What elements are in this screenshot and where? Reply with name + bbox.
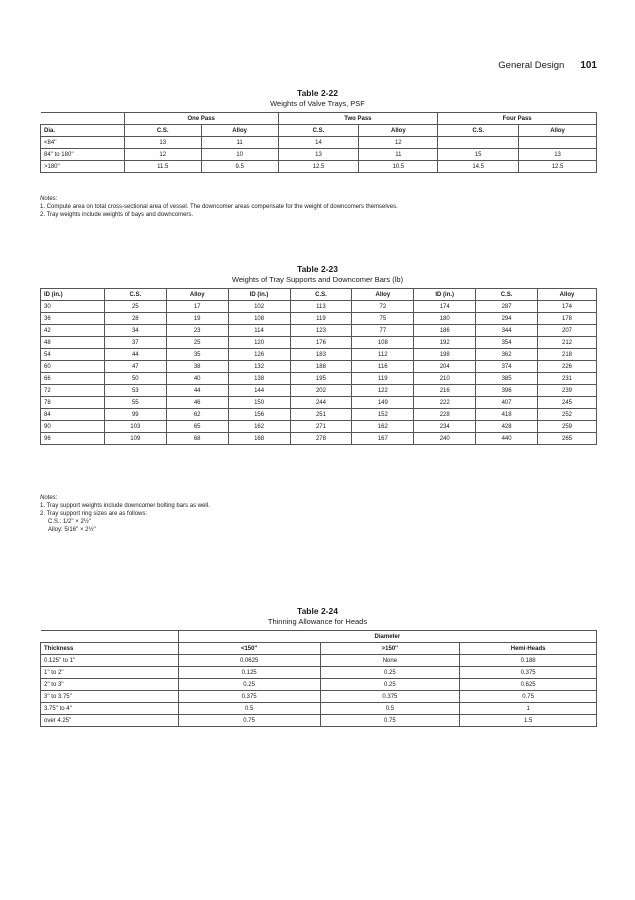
table-cell: 226	[538, 361, 597, 373]
table-cell: 174	[538, 301, 597, 313]
t24-group: Diameter	[178, 631, 596, 643]
table-cell: 0.25	[320, 667, 460, 679]
table-cell: 114	[228, 325, 290, 337]
table-cell: 75	[352, 313, 414, 325]
t23-header: Alloy	[538, 289, 597, 301]
t23-header: ID (in.)	[41, 289, 105, 301]
table-cell: 138	[228, 373, 290, 385]
table-2-23-caption	[0, 264, 635, 284]
table-row	[41, 149, 597, 161]
table-cell: 42	[41, 325, 105, 337]
table-cell: 183	[290, 349, 352, 361]
table-cell: 1.5	[460, 715, 597, 727]
page-header	[498, 60, 597, 71]
table-cell: 162	[352, 421, 414, 433]
t23-header: ID (in.)	[228, 289, 290, 301]
table-2-23	[40, 288, 597, 445]
table-cell: 11.5	[124, 161, 201, 173]
table-cell: 440	[476, 433, 538, 445]
table-cell: 1'' to 2''	[41, 667, 179, 679]
table-cell: 0.375	[178, 691, 320, 703]
table-cell: 36	[41, 313, 105, 325]
table-cell: 1	[460, 703, 597, 715]
table-cell: 0.375	[460, 667, 597, 679]
table-cell: 178	[538, 313, 597, 325]
table-cell: 44	[166, 385, 228, 397]
table-cell: 25	[104, 301, 166, 313]
table-row	[41, 691, 597, 703]
table-2-24-title: Table 2-24	[297, 606, 338, 616]
table-cell: 25	[166, 337, 228, 349]
table-cell: 202	[290, 385, 352, 397]
table-cell: 126	[228, 349, 290, 361]
table-row	[41, 397, 597, 409]
table-cell: 48	[41, 337, 105, 349]
t22-subheader: Alloy	[201, 125, 278, 137]
table-cell: 123	[290, 325, 352, 337]
table-cell: 77	[352, 325, 414, 337]
table-cell: 46	[166, 397, 228, 409]
table-row	[41, 349, 597, 361]
t23-note: 1. Tray support weights include downcomer bolting bars as well.	[40, 503, 210, 509]
table-cell: 149	[352, 397, 414, 409]
table-cell: 186	[414, 325, 476, 337]
t22-subheader: C.S.	[278, 125, 359, 137]
table-cell: >180''	[41, 161, 125, 173]
t23-notes-label: Notes:	[40, 495, 58, 501]
table-cell: 10	[201, 149, 278, 161]
table-cell: 72	[352, 301, 414, 313]
table-cell: 60	[41, 361, 105, 373]
table-cell: 216	[414, 385, 476, 397]
table-cell	[438, 137, 519, 149]
table-cell: 271	[290, 421, 352, 433]
table-cell: 12.5	[519, 161, 597, 173]
table-cell: 176	[290, 337, 352, 349]
table-cell: 162	[228, 421, 290, 433]
t23-body	[41, 301, 597, 445]
table-cell: 385	[476, 373, 538, 385]
t22-group: Four Pass	[438, 113, 597, 125]
t23-header: C.S.	[104, 289, 166, 301]
table-row	[41, 421, 597, 433]
table-row	[41, 655, 597, 667]
table-cell: 396	[476, 385, 538, 397]
table-cell: 228	[414, 409, 476, 421]
t23-header: C.S.	[476, 289, 538, 301]
table-2-22-caption	[0, 88, 635, 108]
table-cell: 66	[41, 373, 105, 385]
table-cell: 23	[166, 325, 228, 337]
table-cell: 0.5	[178, 703, 320, 715]
section-title: General Design	[498, 60, 565, 71]
table-cell: 344	[476, 325, 538, 337]
table-row	[41, 137, 597, 149]
table-cell: 116	[352, 361, 414, 373]
table-cell	[519, 137, 597, 149]
table-cell: 240	[414, 433, 476, 445]
t24-header: <150''	[178, 643, 320, 655]
table-cell: 122	[352, 385, 414, 397]
table-cell: 3.75'' to 4''	[41, 703, 179, 715]
table-cell: 354	[476, 337, 538, 349]
t22-group: Two Pass	[278, 113, 438, 125]
t22-body	[41, 137, 597, 173]
table-cell: 55	[104, 397, 166, 409]
table-cell: 34	[104, 325, 166, 337]
table-cell: 207	[538, 325, 597, 337]
table-cell: 54	[41, 349, 105, 361]
table-row	[41, 409, 597, 421]
table-row	[41, 313, 597, 325]
table-row	[41, 325, 597, 337]
table-cell: 38	[166, 361, 228, 373]
table-2-22-subtitle: Weights of Valve Trays, PSF	[270, 99, 365, 108]
table-cell: 418	[476, 409, 538, 421]
table-cell: 44	[104, 349, 166, 361]
t23-header: ID (in.)	[414, 289, 476, 301]
table-cell: 210	[414, 373, 476, 385]
table-cell: 0.5	[320, 703, 460, 715]
table-cell: 15	[438, 149, 519, 161]
table-cell: 0.75	[178, 715, 320, 727]
t22-subheader: Alloy	[359, 125, 438, 137]
page-number: 101	[580, 60, 597, 71]
t23-header: Alloy	[166, 289, 228, 301]
table-2-23-notes	[40, 494, 210, 534]
table-cell: 231	[538, 373, 597, 385]
table-cell: 278	[290, 433, 352, 445]
table-cell: 90	[41, 421, 105, 433]
t22-subheader: Alloy	[519, 125, 597, 137]
table-cell: 212	[538, 337, 597, 349]
table-cell: 112	[352, 349, 414, 361]
table-cell: 195	[290, 373, 352, 385]
t23-ring-size: C.S.: 1/2'' × 2½''	[48, 519, 92, 525]
t22-note: 2. Tray weights include weights of bays and downcomers.	[40, 212, 194, 218]
table-cell: 119	[352, 373, 414, 385]
table-cell: 204	[414, 361, 476, 373]
table-cell: 12	[359, 137, 438, 149]
table-cell: 428	[476, 421, 538, 433]
t24-blank	[41, 631, 179, 643]
table-cell: 17	[166, 301, 228, 313]
table-cell: 167	[352, 433, 414, 445]
table-cell: 53	[104, 385, 166, 397]
t24-header: Hemi-Heads	[460, 643, 597, 655]
table-cell: 150	[228, 397, 290, 409]
table-cell: 0.25	[178, 679, 320, 691]
table-cell: 407	[476, 397, 538, 409]
table-cell: 103	[104, 421, 166, 433]
table-cell: 119	[290, 313, 352, 325]
table-cell: 113	[290, 301, 352, 313]
table-cell: 144	[228, 385, 290, 397]
table-row	[41, 361, 597, 373]
table-cell: 19	[166, 313, 228, 325]
table-cell: 0.188	[460, 655, 597, 667]
table-cell: 0.75	[320, 715, 460, 727]
table-cell: 13	[124, 137, 201, 149]
table-cell: 222	[414, 397, 476, 409]
table-2-24-subtitle: Thinning Allowance for Heads	[267, 617, 368, 626]
table-cell: 84	[41, 409, 105, 421]
table-cell: 120	[228, 337, 290, 349]
table-cell: 2'' to 3''	[41, 679, 179, 691]
table-cell: 40	[166, 373, 228, 385]
table-cell: 14	[278, 137, 359, 149]
table-row	[41, 715, 597, 727]
table-2-24	[40, 630, 597, 727]
table-cell: 10.5	[359, 161, 438, 173]
t22-blank	[41, 113, 125, 125]
t23-header: C.S.	[290, 289, 352, 301]
table-cell: 0.125'' to 1''	[41, 655, 179, 667]
table-cell: 180	[414, 313, 476, 325]
table-cell: 3'' to 3.75''	[41, 691, 179, 703]
table-cell: 108	[228, 313, 290, 325]
table-row	[41, 385, 597, 397]
table-cell: None	[320, 655, 460, 667]
table-cell: 11	[359, 149, 438, 161]
table-cell: 72	[41, 385, 105, 397]
table-cell: 234	[414, 421, 476, 433]
table-cell: 30	[41, 301, 105, 313]
table-cell: 11	[201, 137, 278, 149]
table-cell: 0.625	[460, 679, 597, 691]
table-2-23-subtitle: Weights of Tray Supports and Downcomer Bars (lb)	[231, 275, 404, 284]
t22-subheader: C.S.	[124, 125, 201, 137]
table-row	[41, 703, 597, 715]
t22-dia-header: Dia.	[41, 125, 125, 137]
table-2-22	[40, 112, 597, 173]
table-row	[41, 667, 597, 679]
table-cell: 99	[104, 409, 166, 421]
table-cell: 287	[476, 301, 538, 313]
table-cell: 13	[278, 149, 359, 161]
table-cell: 0.125	[178, 667, 320, 679]
t22-subheader: C.S.	[438, 125, 519, 137]
table-cell: 50	[104, 373, 166, 385]
table-cell: 0.0625	[178, 655, 320, 667]
table-2-22-notes	[40, 195, 398, 219]
table-cell: 362	[476, 349, 538, 361]
table-row	[41, 679, 597, 691]
table-cell: 0.375	[320, 691, 460, 703]
table-row	[41, 337, 597, 349]
table-cell: 132	[228, 361, 290, 373]
table-cell: 251	[290, 409, 352, 421]
table-cell: 78	[41, 397, 105, 409]
table-row	[41, 301, 597, 313]
table-cell: 294	[476, 313, 538, 325]
table-cell: 239	[538, 385, 597, 397]
table-cell: 12.5	[278, 161, 359, 173]
table-cell: 102	[228, 301, 290, 313]
table-cell: 0.75	[460, 691, 597, 703]
table-cell: 218	[538, 349, 597, 361]
table-cell: 252	[538, 409, 597, 421]
t24-header: Thickness	[41, 643, 179, 655]
table-cell: 62	[166, 409, 228, 421]
table-cell: 13	[519, 149, 597, 161]
t23-header: Alloy	[352, 289, 414, 301]
table-cell: 9.5	[201, 161, 278, 173]
table-cell: over 4.25''	[41, 715, 179, 727]
table-cell: 245	[538, 397, 597, 409]
t24-header: >150''	[320, 643, 460, 655]
table-cell: 108	[352, 337, 414, 349]
table-cell: 84'' to 180''	[41, 149, 125, 161]
t23-note: 2. Tray support ring sizes are as follows:	[40, 511, 148, 517]
table-cell: 96	[41, 433, 105, 445]
table-cell: 35	[166, 349, 228, 361]
t24-body	[41, 655, 597, 727]
table-cell: 152	[352, 409, 414, 421]
table-row	[41, 373, 597, 385]
table-cell: 28	[104, 313, 166, 325]
table-cell: 0.25	[320, 679, 460, 691]
table-cell: 244	[290, 397, 352, 409]
table-cell: 68	[166, 433, 228, 445]
table-cell: 168	[228, 433, 290, 445]
table-cell: 174	[414, 301, 476, 313]
table-cell: 192	[414, 337, 476, 349]
table-cell: 265	[538, 433, 597, 445]
table-cell: 37	[104, 337, 166, 349]
t22-group: One Pass	[124, 113, 278, 125]
table-cell: 14.5	[438, 161, 519, 173]
t22-note: 1. Compute area on total cross-sectional area of vessel. The downcomer areas compensate for the weight of downcomers themselves.	[40, 204, 398, 210]
table-cell: 198	[414, 349, 476, 361]
table-row	[41, 433, 597, 445]
t22-notes-label: Notes:	[40, 196, 58, 202]
table-cell: 188	[290, 361, 352, 373]
table-cell: 109	[104, 433, 166, 445]
table-cell: 156	[228, 409, 290, 421]
table-2-22-title: Table 2-22	[297, 88, 338, 98]
table-2-23-title: Table 2-23	[297, 264, 338, 274]
table-cell: 12	[124, 149, 201, 161]
table-cell: 374	[476, 361, 538, 373]
table-2-24-caption	[0, 606, 635, 626]
t23-ring-size: Alloy: 5/16'' × 2½''	[48, 527, 96, 533]
table-cell: 47	[104, 361, 166, 373]
table-row	[41, 161, 597, 173]
table-cell: 65	[166, 421, 228, 433]
table-cell: <84''	[41, 137, 125, 149]
table-cell: 259	[538, 421, 597, 433]
